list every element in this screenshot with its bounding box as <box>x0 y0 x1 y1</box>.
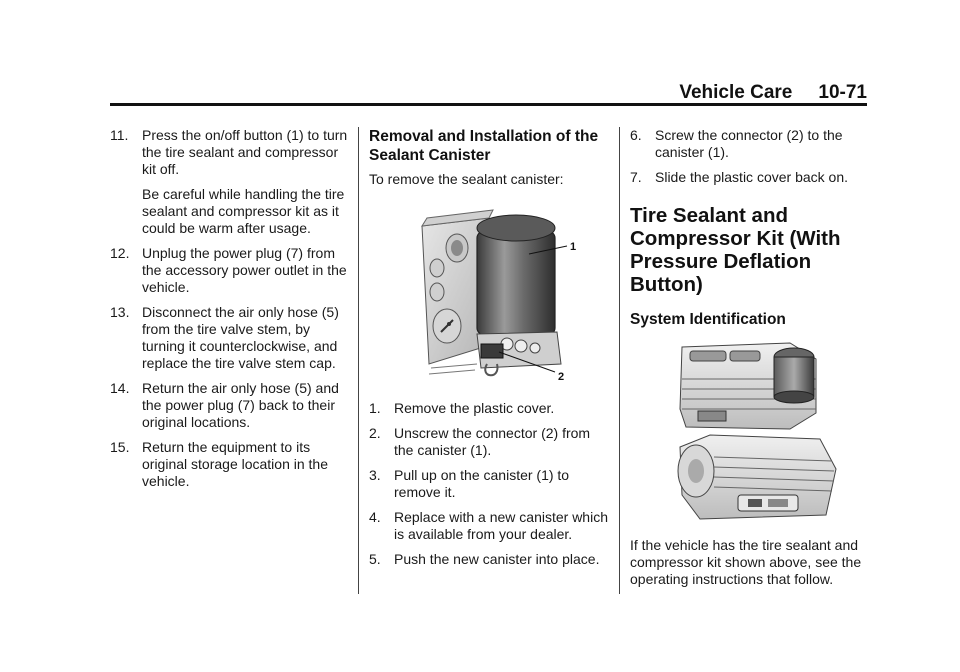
section-title: Vehicle Care <box>679 82 793 103</box>
compressor-kit-illustration <box>630 339 868 529</box>
step-7 <box>630 169 868 186</box>
sub-heading: System Identification <box>630 311 786 328</box>
step-4 <box>369 509 609 543</box>
step-text: Slide the plastic cover back on. <box>655 169 848 185</box>
column-middle <box>369 127 609 576</box>
column-divider-1 <box>358 127 359 594</box>
main-heading: Tire Sealant and Compressor Kit (With Pressure Deflation Button) <box>630 204 841 296</box>
caution-note: Be careful while handling the tire sealant and compressor kit as it could be warm after usage. <box>142 186 345 236</box>
step-text: Press the on/off button (1) to turn the tire sealant and compressor kit off. <box>142 127 348 177</box>
step-number: 3. <box>369 467 381 483</box>
section-heading: Removal and Installation of the Sealant Canister <box>369 128 599 164</box>
step-text: Unscrew the connector (2) from the canister (1). <box>394 425 591 458</box>
step-number: 12. <box>110 245 130 261</box>
step-text: Return the equipment to its original storage location in the vehicle. <box>142 439 329 489</box>
step-5 <box>369 551 609 568</box>
step-number: 13. <box>110 304 130 320</box>
intro-text: To remove the sealant canister: <box>369 171 564 187</box>
column-divider-2 <box>619 127 620 594</box>
kit-bottom-view <box>678 435 836 519</box>
step-text: Return the air only hose (5) and the power plug (7) back to their original locations. <box>142 380 339 430</box>
step-text: Remove the plastic cover. <box>394 400 555 416</box>
step-number: 4. <box>369 509 381 525</box>
step-number: 1. <box>369 400 381 416</box>
step-text: Disconnect the air only hose (5) from the tire valve stem, by turning it counterclockwise, and replace the tire valve stem cap. <box>142 304 339 371</box>
step-number: 15. <box>110 439 130 455</box>
callout-1: 1 <box>570 241 577 253</box>
step-11 <box>110 127 350 178</box>
step-13 <box>110 304 350 372</box>
step-text: Unplug the power plug (7) from the accessory power outlet in the vehicle. <box>142 245 347 295</box>
step-15 <box>110 439 350 490</box>
step-text: Push the new canister into place. <box>394 551 600 567</box>
step-text: Replace with a new canister which is available from your dealer. <box>394 509 608 542</box>
step-6 <box>630 127 868 161</box>
step-14 <box>110 380 350 431</box>
header-rule <box>110 103 867 106</box>
step-2 <box>369 425 609 459</box>
step-number: 14. <box>110 380 130 396</box>
column-left <box>110 127 350 498</box>
step-number: 5. <box>369 551 381 567</box>
callout-2: 2 <box>558 371 565 383</box>
step-text: Pull up on the canister (1) to remove it. <box>394 467 570 500</box>
step-number: 11. <box>110 127 129 143</box>
step-text: Screw the connector (2) to the canister (1). <box>655 127 843 160</box>
page-header <box>110 82 867 104</box>
body-text: If the vehicle has the tire sealant and compressor kit shown above, see the operating instructions that follow. <box>630 537 862 587</box>
step-3 <box>369 467 609 501</box>
step-number: 7. <box>630 169 642 185</box>
step-number: 6. <box>630 127 642 143</box>
kit-top-view <box>680 343 816 429</box>
column-right <box>630 127 868 596</box>
step-number: 2. <box>369 425 381 441</box>
step-1 <box>369 400 609 417</box>
canister-illustration <box>369 196 609 386</box>
step-12 <box>110 245 350 296</box>
page-number: 10-71 <box>818 82 867 103</box>
